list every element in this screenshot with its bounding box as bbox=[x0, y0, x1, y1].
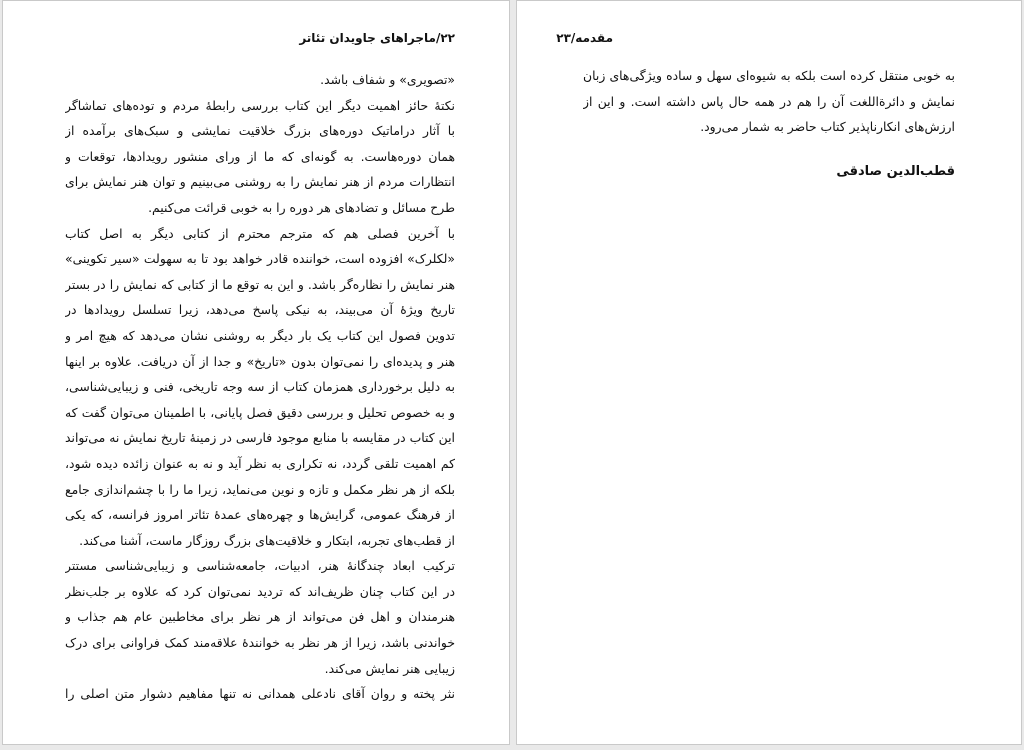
body-line: ارزش‌های انکارناپذیر کتاب حاضر به شمار می‌رود. bbox=[700, 119, 955, 135]
body-line: تاریخ ویژهٔ آن می‌بیند، به نیکی پاسخ می‌دهد، زیرا تسلسل رویدادها در bbox=[65, 302, 455, 318]
body-line: نمایش و دائرةاللغت آن را هم در همه حال پاس داشته است. و این از bbox=[583, 93, 955, 109]
body-line: زیبایی هنر نمایش می‌کند. bbox=[324, 660, 455, 676]
body-line: هنرمندان و اهل فن می‌تواند از هر نظر برای مخاطبین عام هم جذاب و bbox=[65, 609, 455, 625]
body-line: بلکه از هر نظر مکمل و تازه و نوین می‌نماید، زیرا ما را با چشم‌اندازی جامع bbox=[65, 481, 455, 497]
body-line: «لکلرک» افزوده است، خواننده قادر خواهد بود تا به سهولت «سیر تکوینی» bbox=[65, 251, 455, 267]
body-line: ترکیب ابعاد چندگانهٔ هنر، ادبیات، جامعه‌شناسی و زیبایی‌شناسی مستتر bbox=[65, 558, 455, 574]
body-line: تدوین فصول این کتاب یک بار دیگر به روشنی نشان می‌دهد که هیچ امر و bbox=[65, 327, 455, 343]
body-line: این کتاب در مقایسه با منابع موجود فارسی در زمینهٔ تاریخ نمایش نه می‌تواند bbox=[65, 430, 455, 446]
left-body-text bbox=[65, 67, 455, 707]
right-page bbox=[516, 0, 1022, 745]
body-line: در این کتاب چنان ظریف‌اند که تردید نمی‌توان کرد که علاوه بر جلب‌نظر bbox=[65, 583, 455, 599]
body-line: به دلیل برخورداری همزمان کتاب از سه وجه تاریخی، فنی و زیبایی‌شناسی، bbox=[65, 379, 455, 395]
body-line: نکتهٔ حائز اهمیت دیگر این کتاب بررسی رابطهٔ مردم و توده‌های تماشاگر bbox=[65, 97, 455, 113]
body-line: کم اهمیت تلقی گردد، نه تکراری به نظر آید و نه به عنوان زائده دیده شود، bbox=[65, 455, 455, 471]
body-line: نثر پخته و روان آقای نادعلی همدانی نه تنها مفاهیم دشوار متن اصلی را bbox=[65, 686, 455, 702]
right-running-head: مقدمه/۲۳ bbox=[556, 31, 613, 45]
body-line: انتظارات مردم از هنر نمایش را به روشنی می‌بینیم و توان هنر نمایش برای bbox=[65, 174, 455, 190]
body-line: هنر نمایش را نظاره‌گر باشد. و این به توقع ما از کتابی که نمایش را در بستر bbox=[65, 276, 455, 292]
body-line: با آثار دراماتیک دوره‌های بزرگ خلاقیت نمایشی و سبک‌های برآمده از bbox=[65, 123, 455, 139]
body-line: هنر و پدیده‌ای را نمی‌توان بدون «تاریخ» و جدا از آن دریافت. علاوه بر اینها bbox=[65, 353, 455, 369]
body-line: خواندنی باشد، زیرا از هر نظر به خوانندهٔ علاقه‌مند کمک فراوانی برای درک bbox=[65, 635, 455, 651]
left-page bbox=[2, 0, 510, 745]
body-line: همان دوره‌هاست. به گونه‌ای که ما از ورای منشور رویدادها، توقعات و bbox=[65, 148, 455, 164]
body-line: به خوبی منتقل کرده است بلکه به شیوه‌ای سهل و ساده ویژگی‌های زبان bbox=[583, 68, 955, 83]
body-line: با آخرین فصلی هم که مترجم محترم از کتابی دیگر به اصل کتاب bbox=[65, 225, 455, 241]
body-line: از قطب‌های تجربه، ابتکار و خلاقیت‌های بزرگ روزگار ماست، آشنا می‌کند. bbox=[79, 532, 455, 548]
body-line: و به خصوص تحلیل و بررسی دقیق فصل پایانی، با اطمینان می‌توان گفت که bbox=[65, 404, 455, 420]
body-line: طرح مسائل و تضادهای هر دوره را به خوبی قرائت می‌کنیم. bbox=[148, 199, 455, 215]
body-line: «تصویری» و شفاف باشد. bbox=[320, 72, 455, 87]
author-signature: قطب‌الدین صادقی bbox=[836, 164, 955, 179]
right-body-text bbox=[583, 63, 955, 140]
body-line: از فرهنگ عمومی، گرایش‌ها و چهره‌های عمدهٔ تئاتر امروز فرانسه، که یکی bbox=[65, 507, 455, 523]
left-running-head: ۲۲/ماجراهای جاویدان تئاتر bbox=[299, 31, 455, 45]
